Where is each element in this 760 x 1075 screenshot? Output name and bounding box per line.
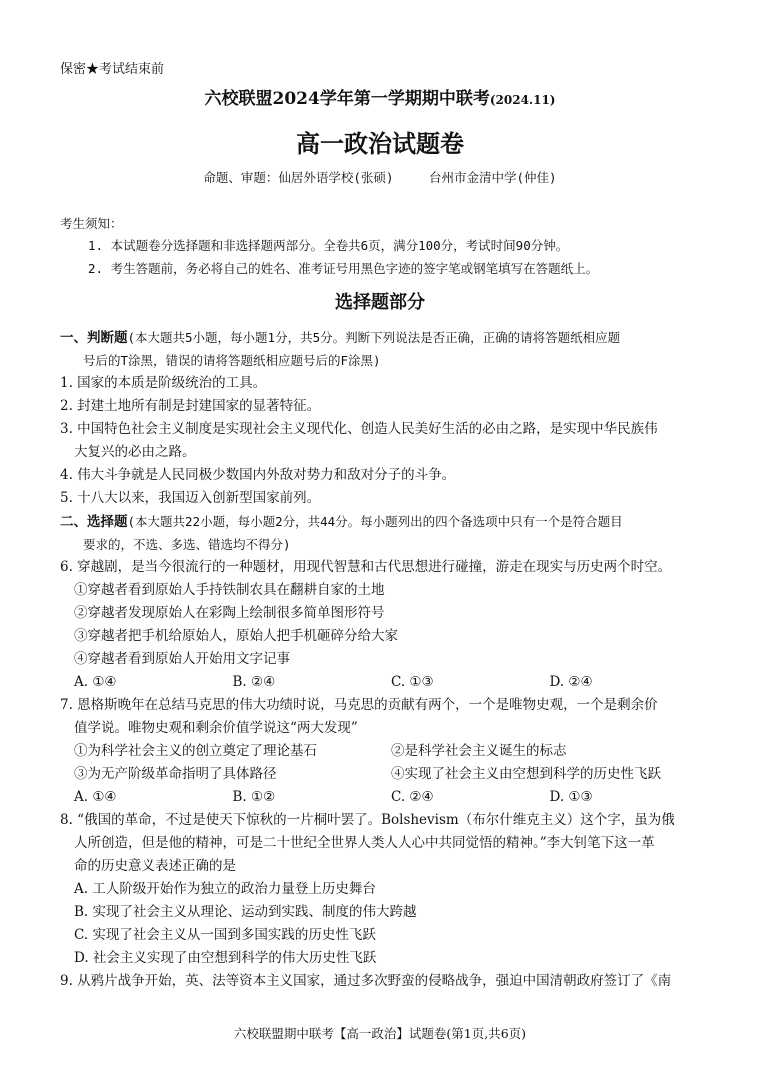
question-8: 8. “俄国的革命，不过是使天下惊秋的一片桐叶罢了。Bolshevism（布尔什维克主义）这个字，虽为俄 bbox=[60, 812, 675, 828]
question-1: 1. 国家的本质是阶级统治的工具。 bbox=[60, 375, 267, 391]
part1-heading-cont: 号后的T涂黑，错误的请将答题纸相应题号后的F涂黑) bbox=[83, 353, 381, 368]
q8-option-a: A. 工人阶级开始作为独立的政治力量登上历史舞台 bbox=[74, 881, 376, 897]
section-title: 选择题部分 bbox=[335, 292, 425, 313]
notice-item: 1. 本试题卷分选择题和非选择题两部分。全卷共6页，满分100分，考试时间90分钟。 bbox=[88, 238, 569, 253]
part2-heading-cont: 要求的，不选、多选、错选均不得分) bbox=[83, 537, 291, 552]
q6-options bbox=[60, 671, 708, 694]
author-label: 命题、审题：仙居外语学校(张硕) bbox=[203, 170, 394, 185]
q7-statement-4: ④实现了社会主义由空想到科学的历史性飞跃 bbox=[391, 766, 661, 782]
exam-title-main: 六校联盟2024学年第一学期期中联考 bbox=[204, 89, 490, 109]
question-5: 5. 十八大以来，我国迈入创新型国家前列。 bbox=[60, 490, 321, 506]
notice-list bbox=[88, 234, 748, 280]
question-9: 9. 从鸦片战争开始，英、法等资本主义国家，通过多次野蛮的侵略战争，强迫中国清朝政府签订了《南 bbox=[60, 973, 672, 989]
question-4: 4. 伟大斗争就是人民同极少数国内外敌对势力和敌对分子的斗争。 bbox=[60, 467, 456, 483]
exam-title-date: (2024.11) bbox=[489, 93, 556, 107]
question-8-cont-1: 人所创造，但是他的精神，可是二十世纪全世界人类人人心中共同觉悟的精神。”李大钊笔下这一革 bbox=[74, 835, 655, 851]
q7-option-b: B. ①② bbox=[232, 789, 276, 805]
q8-option-b: B. 实现了社会主义从理论、运动到实践、制度的伟大跨越 bbox=[74, 904, 417, 920]
author-line bbox=[0, 166, 760, 189]
q6-option-c: C. ①③ bbox=[391, 674, 434, 690]
q6-option-b: B. ②④ bbox=[232, 674, 276, 690]
q7-statements-row-2 bbox=[60, 763, 708, 786]
q7-option-d: D. ①③ bbox=[549, 789, 593, 805]
q8-option-c: C. 实现了社会主义从一国到多国实践的历史性飞跃 bbox=[74, 927, 376, 943]
question-3: 3. 中国特色社会主义制度是实现社会主义现代化、创造人民美好生活的必由之路，是实现中华民族伟 bbox=[60, 421, 658, 437]
q8-option-d: D. 社会主义实现了由空想到科学的伟大历史性飞跃 bbox=[74, 950, 377, 966]
question-6: 6. 穿越剧，是当今很流行的一种题材，用现代智慧和古代思想进行碰撞，游走在现实与历史两个时空。 bbox=[60, 559, 672, 575]
q7-options bbox=[60, 786, 708, 809]
q7-statement-3: ③为无产阶级革命指明了具体路径 bbox=[74, 766, 277, 782]
q6-option-d: D. ②④ bbox=[549, 674, 593, 690]
part1-heading bbox=[60, 326, 708, 349]
q6-statement-3: ③穿越者把手机给原始人，原始人把手机砸碎分给大家 bbox=[74, 628, 398, 644]
part2-heading-label: 二、选择题 bbox=[60, 514, 128, 530]
q7-option-a: A. ①④ bbox=[74, 789, 117, 805]
q6-statement-2: ②穿越者发现原始人在彩陶上绘制很多简单图形符号 bbox=[74, 605, 385, 621]
confidential-notice: 保密★考试结束前 bbox=[60, 62, 165, 77]
q7-statements-row-1 bbox=[60, 740, 708, 763]
question-3-cont: 大复兴的必由之路。 bbox=[74, 444, 196, 460]
part1-heading-label: 一、判断题 bbox=[60, 330, 128, 346]
page-footer: 六校联盟期中联考【高一政治】试题卷(第1页,共6页) bbox=[233, 1026, 527, 1041]
question-2: 2. 封建土地所有制是封建国家的显著特征。 bbox=[60, 398, 321, 414]
exam-subtitle: 高一政治试题卷 bbox=[296, 129, 464, 158]
q7-statement-2: ②是科学社会主义诞生的标志 bbox=[391, 743, 567, 759]
notice-heading: 考生须知： bbox=[60, 216, 123, 231]
q6-statement-4: ④穿越者看到原始人开始用文字记事 bbox=[74, 651, 290, 667]
question-7: 7. 恩格斯晚年在总结马克思的伟大功绩时说，马克思的贡献有两个，一个是唯物史观，一个是剩余价 bbox=[60, 697, 658, 713]
part1-heading-text: (本大题共5小题，每小题1分，共5分。判断下列说法是否正确，正确的请将答题纸相应题 bbox=[127, 330, 621, 345]
q7-option-c: C. ②④ bbox=[391, 789, 434, 805]
exam-title bbox=[0, 88, 760, 112]
q7-statement-1: ①为科学社会主义的创立奠定了理论基石 bbox=[74, 743, 317, 759]
part2-heading bbox=[60, 510, 708, 533]
q6-option-a: A. ①④ bbox=[74, 674, 117, 690]
q6-statement-1: ①穿越者看到原始人手持铁制农具在翻耕自家的土地 bbox=[74, 582, 385, 598]
question-8-cont-2: 命的历史意义表述正确的是 bbox=[74, 858, 236, 874]
questions-content bbox=[60, 326, 708, 993]
notice-item: 2. 考生答题前，务必将自己的姓名、准考证号用黑色字迹的签字笔或钢笔填写在答题纸上。 bbox=[88, 261, 599, 276]
author-school-2: 台州市金清中学(仲佳) bbox=[429, 170, 557, 185]
part2-heading-text: (本大题共22小题，每小题2分，共44分。每小题列出的四个备选项中只有一个是符合题目 bbox=[127, 514, 623, 529]
question-7-cont: 值学说。唯物史观和剩余价值学说这“两大发现” bbox=[74, 720, 358, 736]
